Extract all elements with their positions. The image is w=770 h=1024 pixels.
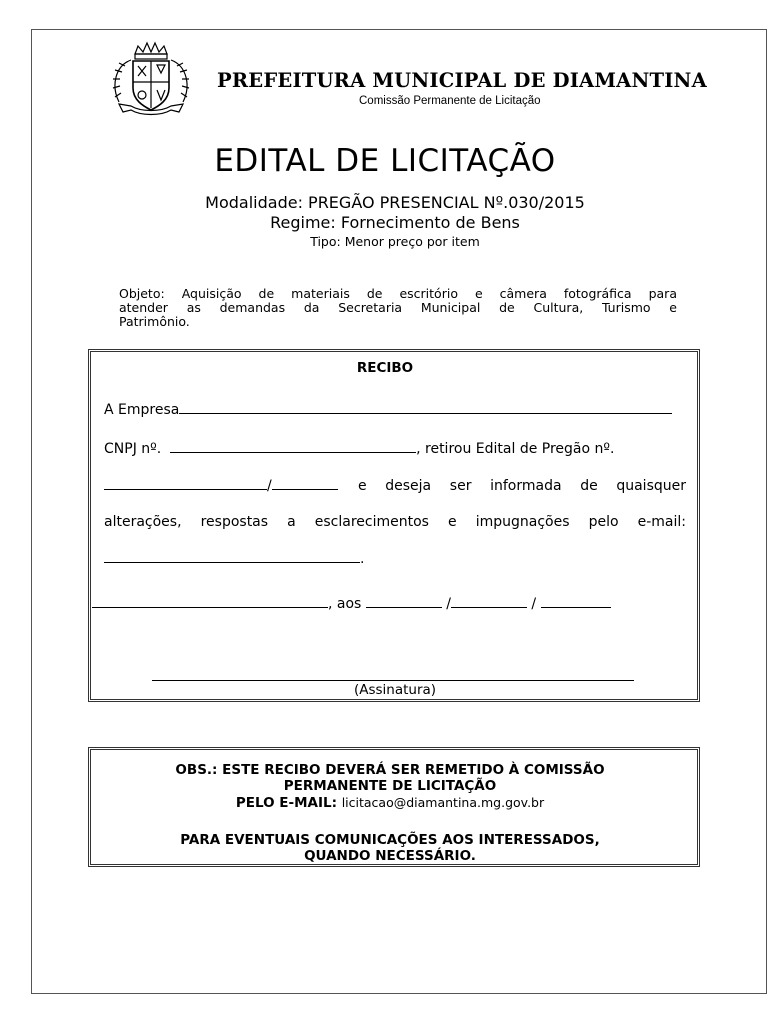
email-line [104,551,364,567]
document-title: EDITAL DE LICITAÇÃO [214,143,556,179]
signature-label: (Assinatura) [353,682,437,698]
city-field[interactable] [92,606,328,608]
cnpj-field[interactable] [170,451,416,453]
retirou-text: , retirou Edital de Pregão nº. [416,441,615,457]
tipo-line: Tipo: Menor preço por item [310,234,480,249]
pregao-year-field[interactable] [272,488,338,490]
aos-text: , aos [328,596,362,612]
objeto-line: Patrimônio. [119,314,190,329]
recibo-title: RECIBO [356,360,414,376]
organization-name: PREFEITURA MUNICIPAL DE DIAMANTINA [217,69,707,92]
date-line [92,596,611,612]
obs-email-label: PELO E-MAIL: [235,795,337,811]
obs-email-address[interactable]: licitacao@diamantina.mg.gov.br [341,795,545,810]
empresa-line [104,402,672,418]
day-field[interactable] [366,606,442,608]
pregao-number-field[interactable] [104,488,267,490]
email-field[interactable] [104,561,360,563]
objeto-line: atender as demandas da Secretaria Municipal de Cultura, Turismo e [119,300,677,315]
regime-line: Regime: Fornecimento de Bens [270,213,520,232]
year-field[interactable] [541,606,611,608]
obs-line: QUANDO NECESSÁRIO. [304,848,476,864]
slash: / [267,478,272,494]
obs-line: OBS.: ESTE RECIBO DEVERÁ SER REMETIDO À COMISSÃO [175,762,605,778]
alteracoes-text: alterações, respostas a esclarecimentos e impugnações pelo e-mail: [104,514,686,530]
cnpj-label: CNPJ nº. [104,441,162,457]
empresa-field[interactable] [179,412,672,414]
empresa-label: A Empresa [104,402,180,418]
obs-line: PERMANENTE DE LICITAÇÃO [283,778,497,794]
organization-subtitle: Comissão Permanente de Licitação [359,95,541,107]
pregao-number-line [104,478,338,494]
obs-line: PARA EVENTUAIS COMUNICAÇÕES AOS INTERESSADOS, [180,832,600,848]
date-separator: / [446,596,451,612]
cnpj-line [104,441,614,457]
modalidade-line: Modalidade: PREGÃO PRESENCIAL Nº.030/2015 [205,193,585,212]
objeto-line: Objeto: Aquisição de materiais de escritório e câmera fotográfica para [119,286,677,301]
obs-email-line [0,795,770,811]
objeto-paragraph [119,287,677,329]
email-period: . [360,551,365,567]
signature-line[interactable] [152,680,634,681]
date-separator: / [531,596,537,612]
deseja-text: e deseja ser informada de quaisquer [358,478,686,494]
municipal-coat-of-arms-icon [105,40,197,122]
month-field[interactable] [451,606,527,608]
